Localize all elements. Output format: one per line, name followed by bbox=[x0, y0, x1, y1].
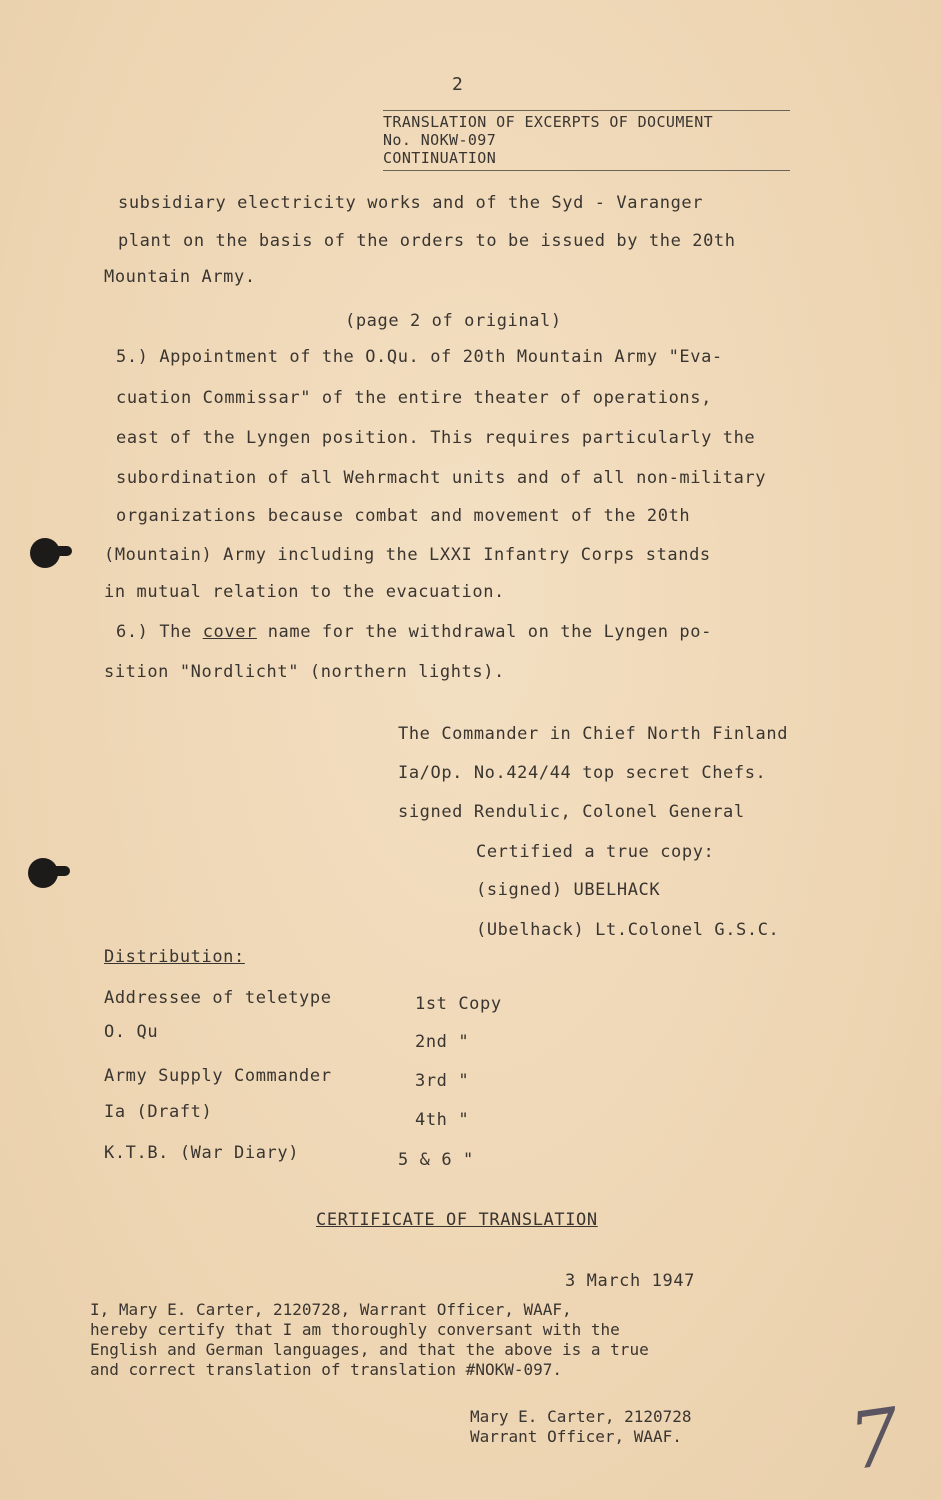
certificate-line: and correct translation of translation #NOKW-097. bbox=[90, 1360, 563, 1379]
body-line: subordination of all Wehrmacht units and of all non-military bbox=[116, 468, 767, 488]
margin-mark: 7 bbox=[843, 1391, 906, 1489]
item-6-suffix: name for the withdrawal on the Lyngen po- bbox=[256, 622, 712, 642]
distribution-recipient: Addressee of teletype bbox=[104, 988, 332, 1008]
body-line: cuation Commissar" of the entire theater of operations, bbox=[116, 388, 712, 408]
page-number: 2 bbox=[452, 74, 464, 95]
body-line: plant on the basis of the orders to be issued by the 20th bbox=[118, 231, 736, 251]
punch-hole-icon bbox=[28, 858, 58, 888]
header-doc-number: No. NOKW-097 bbox=[383, 131, 497, 149]
distribution-copy: 2nd " bbox=[415, 1032, 470, 1052]
body-line: organizations because combat and movement of the 20th bbox=[116, 506, 691, 526]
body-line: subsidiary electricity works and of the Syd - Varanger bbox=[118, 193, 704, 213]
header-rule-top bbox=[383, 110, 790, 111]
certificate-text bbox=[90, 1300, 790, 1380]
body-line: Mountain Army. bbox=[104, 267, 256, 287]
signer-name: Mary E. Carter, 2120728 bbox=[470, 1407, 692, 1426]
document-header bbox=[383, 113, 713, 167]
punch-hole-icon bbox=[30, 538, 60, 568]
distribution-recipient: K.T.B. (War Diary) bbox=[104, 1143, 300, 1163]
certificate-title: CERTIFICATE OF TRANSLATION bbox=[316, 1210, 598, 1230]
commander-title: The Commander in Chief North Finland bbox=[398, 724, 789, 744]
signed-by: signed Rendulic, Colonel General bbox=[398, 802, 745, 822]
certificate-line: I, Mary E. Carter, 2120728, Warrant Officer, WAAF, bbox=[90, 1300, 572, 1319]
distribution-copy: 5 & 6 " bbox=[398, 1150, 474, 1170]
body-line: east of the Lyngen position. This requires particularly the bbox=[116, 428, 756, 448]
certified-copy: Certified a true copy: bbox=[476, 842, 715, 862]
item-6-line-2: sition "Nordlicht" (northern lights). bbox=[104, 662, 505, 682]
distribution-copy: 4th " bbox=[415, 1110, 470, 1130]
order-reference: Ia/Op. No.424/44 top secret Chefs. bbox=[398, 763, 767, 783]
certified-officer: (Ubelhack) Lt.Colonel G.S.C. bbox=[476, 920, 780, 940]
item-6-prefix: 6.) The bbox=[116, 622, 203, 642]
certificate-line: hereby certify that I am thoroughly conversant with the bbox=[90, 1320, 620, 1339]
signer-rank: Warrant Officer, WAAF. bbox=[470, 1427, 682, 1446]
item-6-line-1 bbox=[116, 622, 712, 642]
distribution-title: Distribution: bbox=[104, 947, 245, 967]
body-line: (Mountain) Army including the LXXI Infantry Corps stands bbox=[104, 545, 711, 565]
distribution-recipient: Ia (Draft) bbox=[104, 1102, 213, 1122]
body-line: in mutual relation to the evacuation. bbox=[104, 582, 505, 602]
page-reference: (page 2 of original) bbox=[345, 311, 562, 331]
header-title: TRANSLATION OF EXCERPTS OF DOCUMENT bbox=[383, 113, 714, 131]
header-continuation: CONTINUATION bbox=[383, 149, 497, 167]
item-6-underlined-word: cover bbox=[202, 622, 257, 642]
distribution-recipient: Army Supply Commander bbox=[104, 1066, 332, 1086]
distribution-copy: 1st Copy bbox=[415, 994, 502, 1014]
certificate-line: English and German languages, and that the above is a true bbox=[90, 1340, 649, 1359]
distribution-copy: 3rd " bbox=[415, 1071, 470, 1091]
certificate-date: 3 March 1947 bbox=[565, 1271, 696, 1291]
certified-signed: (signed) UBELHACK bbox=[476, 880, 661, 900]
distribution-recipient: O. Qu bbox=[104, 1022, 159, 1042]
header-rule-bottom bbox=[383, 170, 790, 171]
certificate-signature bbox=[470, 1407, 692, 1447]
body-line: 5.) Appointment of the O.Qu. of 20th Mountain Army "Eva- bbox=[116, 347, 723, 367]
